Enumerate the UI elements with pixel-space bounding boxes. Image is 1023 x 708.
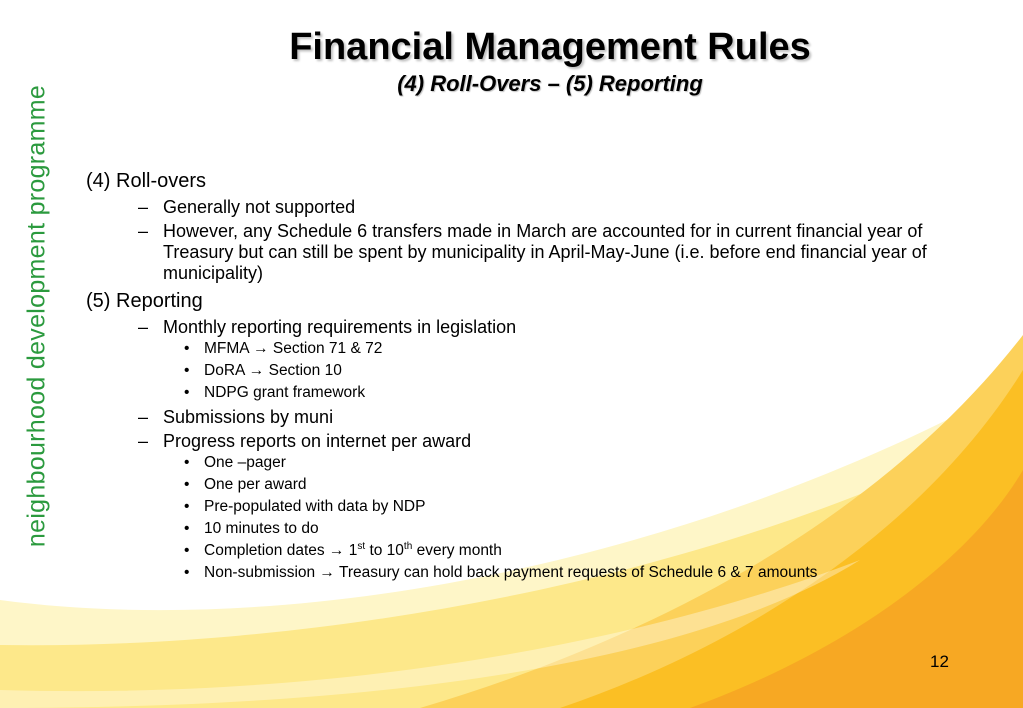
sub-bullet-text: Non-submission → Treasury can hold back payment requests of Schedule 6 & 7 amounts [204, 564, 818, 581]
sub-bullet [86, 338, 986, 360]
reporting-item-text: Monthly reporting requirements in legislation [163, 317, 517, 337]
sub-bullet-completion [86, 540, 986, 562]
sub-bullet [86, 360, 986, 382]
heading-rollovers: (4) Roll-overs [86, 170, 207, 192]
completion-prefix: Completion dates → 1 [204, 542, 358, 559]
page-number: 12 [930, 652, 949, 671]
sub-bullet [86, 474, 986, 496]
sub-bullet-text: DoRA → Section 10 [204, 362, 342, 379]
completion-suffix: every month [412, 542, 502, 559]
slide-subtitle: (4) Roll-Overs – (5) Reporting [397, 71, 703, 96]
sub-bullet [86, 452, 986, 474]
brand-label: neighbourhood development programme [22, 84, 51, 548]
sub-bullet-text: 10 minutes to do [204, 520, 319, 537]
bullet-marker: • [184, 520, 190, 537]
dash-marker: – [138, 197, 149, 217]
sub-bullet [86, 382, 986, 404]
slide-title: Financial Management Rules [289, 26, 811, 68]
dash-marker: – [138, 431, 149, 451]
dash-marker: – [138, 221, 149, 241]
completion-sup-2: th [403, 540, 413, 552]
sub-bullet-text: NDPG grant framework [204, 384, 366, 401]
reporting-item-text: Submissions by muni [163, 407, 334, 427]
completion-middle: to 10 [365, 542, 404, 559]
sub-bullet [86, 518, 986, 540]
rollover-item [86, 221, 986, 284]
bullet-marker: • [184, 476, 190, 493]
sub-bullet-text: One –pager [204, 454, 286, 471]
reporting-item [86, 431, 986, 452]
sub-bullet [86, 496, 986, 518]
completion-sup-1: st [357, 540, 366, 552]
sub-bullet-text: Pre-populated with data by NDP [204, 498, 426, 515]
bullet-marker: • [184, 340, 190, 357]
reporting-item-text: Progress reports on internet per award [163, 431, 472, 451]
dash-marker: – [138, 317, 149, 337]
bullet-marker: • [184, 542, 190, 559]
rollover-item-text: However, any Schedule 6 transfers made in March are accounted for in current financial year of Treasury but can still be spent by municipality in April-May-June (i.e. before end financial year of municipality) [163, 221, 927, 283]
side-brand-text [23, 85, 52, 547]
reporting-item [86, 317, 986, 338]
bullet-marker: • [184, 564, 190, 581]
title-block [200, 24, 900, 98]
dash-marker: – [138, 407, 149, 427]
sub-bullet [86, 562, 986, 584]
rollover-item-text: Generally not supported [163, 197, 356, 217]
bullet-marker: • [184, 362, 190, 379]
slide-content [86, 166, 986, 584]
reporting-item [86, 407, 986, 428]
sub-bullet-text: One per award [204, 476, 307, 493]
sub-bullet-text: MFMA → Section 71 & 72 [204, 340, 383, 357]
bullet-marker: • [184, 384, 190, 401]
heading-reporting: (5) Reporting [86, 290, 203, 312]
bullet-marker: • [184, 498, 190, 515]
bullet-marker: • [184, 454, 190, 471]
rollover-item [86, 197, 986, 218]
